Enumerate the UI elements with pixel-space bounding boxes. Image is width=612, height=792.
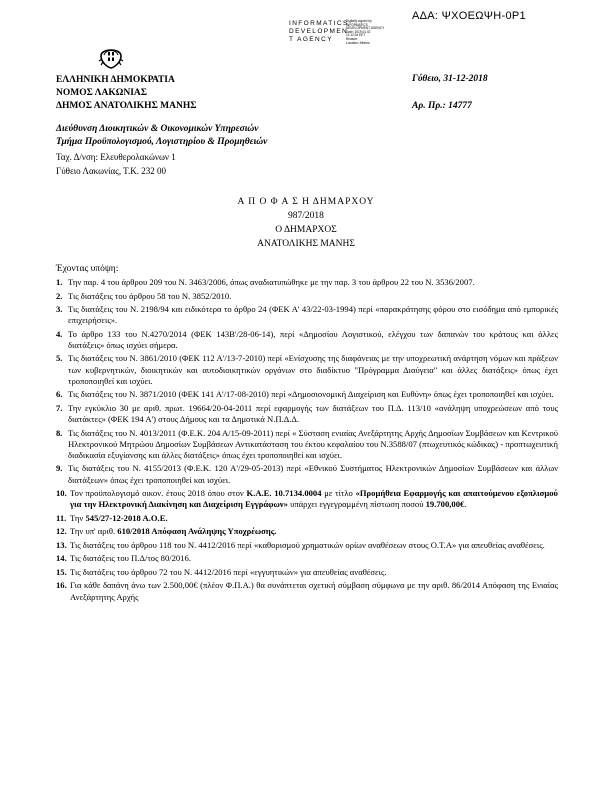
- list-item: [56, 580, 558, 602]
- item-text: Την εγκύκλιο 30 με αριθ. πρωτ. 19664/20-04-2011 περί εφαρμογής των διατάξεων του Π.Δ. 113/10 «ανάληψη υποχρεώσεων από τους διατάκτες» (ΦΕΚ 194 Α') στους Δήμους και τα Δημοτικά Ν.Π.Δ.Δ.: [68, 402, 558, 425]
- list-item: [56, 389, 558, 400]
- item-text: Τον προϋπολογισμό οικον. έτους 2018 όπου στον Κ.Α.Ε. 10.7134.0004 με τίτλο «Προμήθεια Εφαρμογής και απαιτούμενου εξοπλισμού για την Ηλεκτρονική Διακίνηση και Διαχείριση Εγγράφων» υπάρχει εγγεγραμμένη πίστωση ποσού 19.700,00€.: [70, 488, 558, 510]
- signature-detail: DEVELOPMENT AGENCY: [346, 26, 385, 31]
- item-number: 5.: [56, 353, 63, 364]
- list-item: [56, 463, 558, 485]
- item-number: 12.: [56, 526, 67, 537]
- list-item: [56, 513, 558, 524]
- item-number: 4.: [56, 328, 63, 339]
- list-item: [56, 277, 558, 288]
- agency-line: INFORMATICS: [289, 20, 349, 27]
- list-item: [56, 488, 558, 510]
- signature-detail: Reason:: [346, 36, 358, 41]
- municipality-line: ΔΗΜΟΣ ΑΝΑΤΟΛΙΚΗΣ ΜΑΝΗΣ: [56, 101, 197, 111]
- country-line: ΕΛΛΗΝΙΚΗ ΔΗΜΟΚΡΑΤΙΑ: [56, 75, 175, 85]
- list-item: [56, 553, 558, 564]
- department-line: Τμήμα Προϋπολογισμού, Λογιστηρίου & Προμηθειών: [56, 137, 268, 147]
- item-number: 9.: [56, 463, 63, 474]
- list-item: [56, 329, 558, 351]
- item-text: Τις διατάξεις του Ν. 4013/2011 (Φ.Ε.Κ. 204 Α/15-09-2011) περί « Σύσταση ενιαίας Ανεξάρτητης Αρχής Δημοσίων Συμβάσεων και Κεντρικού Ηλεκτρονικού Μητρώου Δημοσίων Συμβάσεων Αντικατάσταση του έκτου κεφαλαίου του Ν.3588/07 (πτωχευτικός κώδικας) - προπτωχευτική διαδικασία εξυγίανσης και άλλες διατάξεις» όπως έχει τροποποιηθεί και ισχύει.: [68, 427, 558, 460]
- agency-line: T AGENCY: [289, 36, 333, 43]
- decision-title: Α Π Ο Φ Α Σ Η ΔΗΜΑΡΧΟΥ: [237, 197, 375, 207]
- item-text: Τις διατάξεις του Π.Δ/τος 80/2016.: [70, 553, 191, 564]
- signature-agency: [289, 20, 349, 44]
- list-item: [56, 428, 558, 462]
- item-number: 15.: [56, 566, 67, 577]
- city-line: Γύθειο Λακωνίας, Τ.Κ. 232 00: [56, 166, 166, 176]
- mayor-of-title: ΑΝΑΤΟΛΙΚΗΣ ΜΑΝΗΣ: [257, 239, 355, 249]
- item-number: 10.: [56, 488, 67, 499]
- protocol-number: Αρ. Πρ.: 14777: [412, 101, 472, 111]
- item-text: Τις διατάξεις του άρθρου 58 του Ν. 3852/2010.: [68, 290, 232, 301]
- list-item: [56, 567, 558, 578]
- decision-number: 987/2018: [288, 211, 324, 221]
- item-text: Τις διατάξεις του Ν. 4155/2013 (Φ.Ε.Κ. 120 Α'/29-05-2013) περί «Εθνικού Συστήματος Ηλεκτρονικών Δημοσίων Συμβάσεων και άλλων διατάξεων» όπως έχει τροποποιηθεί και ισχύει.: [68, 463, 558, 485]
- item-number: 1.: [56, 277, 63, 287]
- item-number: 14.: [56, 553, 67, 564]
- prefecture-line: ΝΟΜΟΣ ΛΑΚΩΝΙΑΣ: [56, 88, 147, 98]
- item-number: 3.: [56, 304, 63, 314]
- signature-detail: Location: Athens: [346, 40, 370, 45]
- list-item: [56, 540, 558, 551]
- item-text: Τις διατάξεις του άρθρου 72 του Ν. 4412/2016 περί «εγγυητικών» για απευθείας αναθέσεις.: [70, 566, 387, 577]
- item-text: Τις διατάξεις του Ν. 2198/94 και ειδικότερα το άρθρο 24 (ΦΕΚ Α' 43/22-03-1994) περί «παρακράτησης φόρου στο εισόδημα από εμπορικές επιχειρήσεις».: [68, 304, 558, 326]
- ada-code: ΑΔΑ: ΨΧΟΕΩΨΗ-0Ρ1: [412, 10, 526, 22]
- signature-detail: Digitally signed by: [346, 19, 372, 23]
- intro-text: Έχοντας υπόψη:: [56, 264, 119, 274]
- document-date: Γύθειο, 31-12-2018: [412, 74, 488, 84]
- item-number: 16.: [56, 580, 67, 591]
- considerations-list: [56, 277, 558, 605]
- item-text: Την 545/27-12-2018 Α.Ο.Ε.: [70, 512, 168, 523]
- item-number: 6.: [56, 389, 63, 400]
- signature-detail: 11:12:34 EET: [346, 33, 366, 38]
- item-text: Τις διατάξεις του Ν. 3861/2010 (ΦΕΚ 112 Α'/13-7-2010) περί «Ενίσχυσης της διαφάνειας με την υποχρεωτική ανάρτηση νόμων και πράξεων των κυβερνητικών, διοικητικών και αυτοδιοικητικών οργάνων στο διαδίκτυο "Πρόγραμμα Διαύγεια" και άλλες διατάξεις» όπως έχει τροποποιηθεί και ισχύει.: [68, 353, 558, 386]
- item-number: 13.: [56, 539, 67, 550]
- item-number: 11.: [56, 512, 67, 523]
- item-text: Τις διατάξεις του άρθρου 118 του Ν. 4412/2016 περί «καθορισμού χρηματικών ορίων αναθέσεων στους Ο.Τ.Α» για απευθείας αναθέσεις.: [70, 539, 545, 550]
- item-text: Το άρθρο 133 του Ν.4270/2014 (ΦΕΚ 143Β'/28-06-14), περί «Δημοσίου Λογιστικού, ελέγχου των δαπανών του κράτους και άλλες διατάξεις» όπως ισχύει σήμερα.: [68, 328, 558, 350]
- list-item: [56, 353, 558, 387]
- signature-detail: INFORMATICS: [346, 22, 368, 27]
- item-text: Την υπ' αριθ. 610/2018 Απόφαση Ανάληψης Υποχρέωσης.: [70, 526, 277, 537]
- list-item: [56, 526, 558, 537]
- signature-detail: Date: 2019.01.02: [346, 29, 371, 34]
- item-text: Τις διατάξεις του Ν. 3871/2010 (ΦΕΚ 141 Α'/17-08-2010) περί «Δημοσιονομική Διαχείριση και Ευθύνη» όπως έχει τροποποιηθεί και ισχύει.: [68, 389, 554, 400]
- item-text: Την παρ. 4 του άρθρου 209 του Ν. 3463/2006, όπως αναδιατυπώθηκε με την παρ. 3 του άρθρου 22 του Ν. 3536/2007.: [68, 277, 475, 287]
- greek-emblem-icon: [97, 42, 125, 70]
- list-item: [56, 291, 558, 302]
- address-line: Ταχ. Δ/νση: Ελευθερολακώνων 1: [56, 152, 176, 162]
- item-number: 7.: [56, 402, 63, 413]
- directorate-line: Διεύθυνση Διοικητικών & Οικονομικών Υπηρεσιών: [56, 124, 259, 134]
- mayor-title: Ο ΔΗΜΑΡΧΟΣ: [275, 225, 337, 235]
- list-item: [56, 304, 558, 326]
- signature-details: [346, 20, 384, 45]
- agency-line: DEVELOPMEN: [289, 28, 349, 35]
- item-number: 2.: [56, 290, 63, 301]
- list-item: [56, 403, 558, 425]
- item-text: Για κάθε δαπάνη άνω των 2.500,00€ (πλέον Φ.Π.Α.) θα συνάπτεται σχετική σύμβαση σύμφωνα με την αριθ. 86/2014 Απόφαση της Ενιαίας Ανεξάρτητης Αρχής: [70, 580, 558, 602]
- item-number: 8.: [56, 427, 63, 438]
